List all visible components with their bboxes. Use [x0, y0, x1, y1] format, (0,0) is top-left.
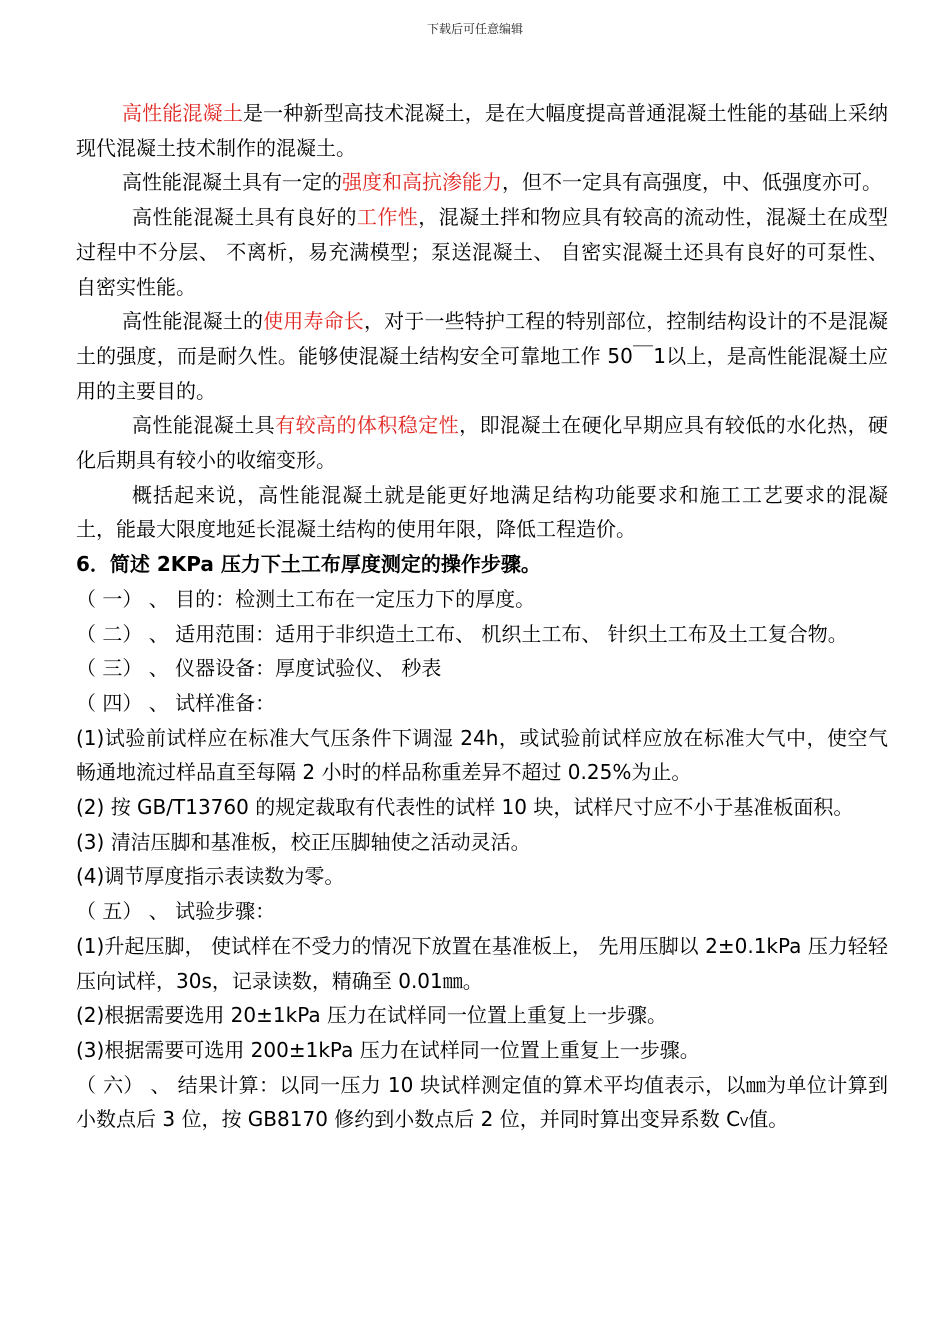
- paragraph-volume-stability: 高性能混凝土具有较高的体积稳定性，即混凝土在硬化早期应具有较低的水化热，硬化后期具有较小的收缩变形。: [76, 413, 889, 473]
- document-body: [76, 96, 888, 1140]
- highlight-term: 高性能混凝土: [122, 101, 243, 125]
- section-scope: （ 二） 、 适用范围：适用于非织造土工布、 机织土工布、 针织土工布及土工复合物。: [76, 621, 848, 646]
- highlight-term: 有较高的体积稳定性: [275, 413, 460, 438]
- section-results: （ 六） 、 结果计算：以同一压力 10 块试样测定值的算术平均值表示，以㎜为单位计算到小数点后 3 位，按 GB8170 修约到小数点后 2 位，并同时算出变异系数 CV值。: [76, 1072, 888, 1132]
- question-heading: 6．简述 2KPa 压力下土工布厚度测定的操作步骤。: [76, 552, 541, 577]
- highlight-term: 强度和高抗渗能力: [342, 170, 502, 195]
- paragraph-service-life: 高性能混凝土的使用寿命长，对于一些特护工程的特别部位，控制结构设计的不是混凝土的强度，而是耐久性。能够使混凝土结构安全可靠地工作 50￣1以上，是高性能混凝土应用的主要目的。: [76, 309, 889, 403]
- list-item: (3) 清洁压脚和基准板，校正压脚轴使之活动灵活。: [76, 829, 531, 854]
- section-equipment: （ 三） 、 仪器设备：厚度试验仪、 秒表: [76, 656, 442, 681]
- page-header: 下载后可任意编辑: [426, 22, 523, 36]
- paragraph-summary: 概括起来说，高性能混凝土就是能更好地满足结构功能要求和施工工艺要求的混凝土，能最大限度地延长混凝土结构的使用年限，降低工程造价。: [76, 482, 888, 542]
- list-item: (2)根据需要选用 20±1kPa 压力在试样同一位置上重复上一步骤。: [76, 1003, 667, 1028]
- paragraph-workability: 高性能混凝土具有良好的工作性，混凝土拌和物应具有较高的流动性，混凝土在成型过程中不分层、 不离析，易充满模型；泵送混凝土、 自密实混凝土还具有良好的可泵性、 自密实性能。: [76, 205, 889, 299]
- paragraph-definition: 高性能混凝土是一种新型高技术混凝土，是在大幅度提高普通混凝土性能的基础上采纳现代混凝土技术制作的混凝土。: [76, 101, 889, 160]
- section-purpose: （ 一） 、 目的：检测土工布在一定压力下的厚度。: [76, 586, 536, 611]
- subscript: V: [740, 1115, 749, 1130]
- highlight-term: 工作性: [356, 205, 419, 230]
- list-item: (2) 按 GB/T13760 的规定裁取有代表性的试样 10 块，试样尺寸应不小于基准板面积。: [76, 795, 854, 820]
- section-sample-prep: （ 四） 、 试样准备：: [76, 690, 276, 715]
- list-item: (3)根据需要可选用 200±1kPa 压力在试样同一位置上重复上一步骤。: [76, 1037, 700, 1062]
- list-item: (1)升起压脚， 使试样在不受力的情况下放置在基准板上， 先用压脚以 2±0.1kPa 压力轻轻压向试样，30s，记录读数，精确至 0.01㎜。: [76, 933, 888, 993]
- list-item: (1)试验前试样应在标准大气压条件下调湿 24h，或试验前试样应放在标准大气中，使空气畅通地流过样品直至每隔 2 小时的样品称重差异不超过 0.25%为止。: [76, 725, 888, 785]
- paragraph-strength: 高性能混凝土具有一定的强度和高抗渗能力，但不一定具有高强度，中、低强度亦可。: [122, 170, 882, 195]
- highlight-term: 使用寿命长: [263, 309, 364, 334]
- list-item: (4)调节厚度指示表读数为零。: [76, 864, 345, 889]
- section-procedure: （ 五） 、 试验步骤：: [76, 899, 276, 924]
